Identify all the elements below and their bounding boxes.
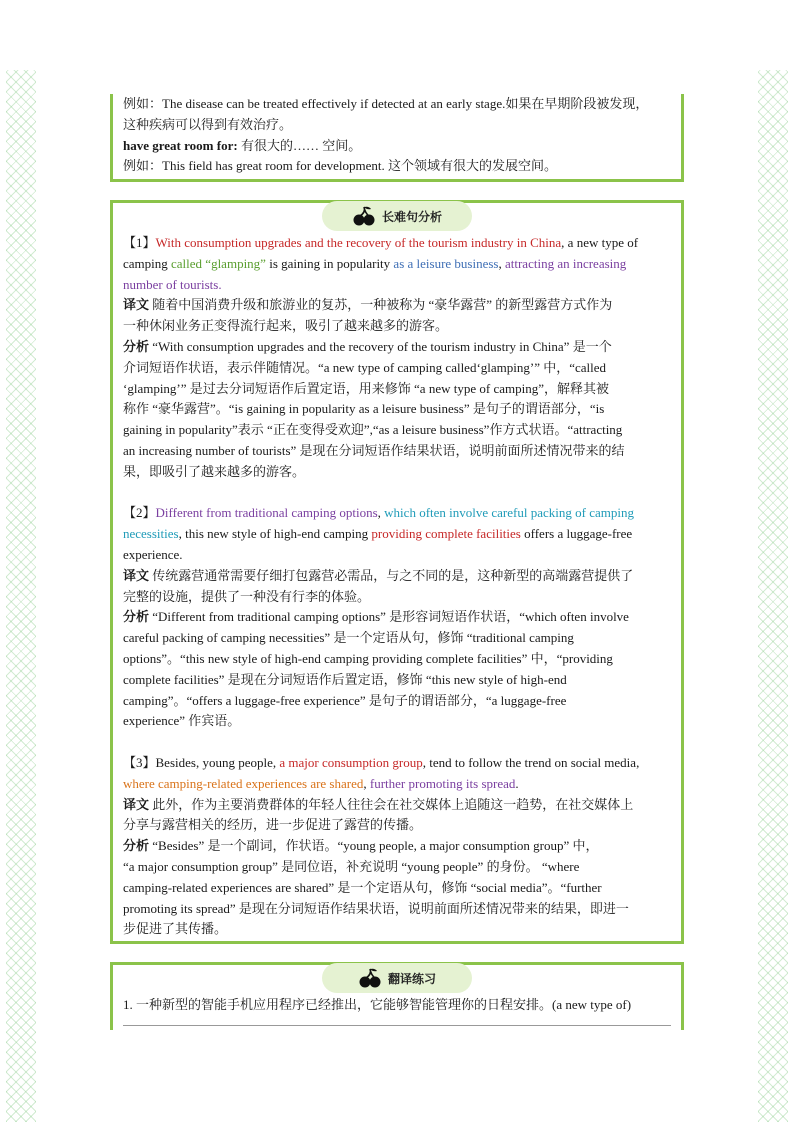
sentence-text: Besides, young people,	[155, 754, 280, 770]
translation-label: 译文	[123, 796, 150, 812]
spacer	[123, 732, 671, 753]
translation-line	[123, 295, 671, 316]
example-line: 例如：The disease can be treated effectively if detected at an early stage.如果在早期阶段被发现，	[123, 96, 649, 111]
spacer	[123, 483, 671, 504]
analysis-text: camping-related experiences are shared” 是一个定语从句，修饰 “social media”。“further	[123, 879, 602, 895]
translation-label: 译文	[123, 567, 150, 583]
sentence-2-line	[123, 524, 671, 545]
sentence-1-line	[123, 275, 671, 296]
analysis-line	[123, 337, 671, 358]
result-adverbial: number of tourists.	[123, 276, 222, 292]
section-badge	[322, 963, 472, 993]
practice-question: 1. 一种新型的智能手机应用程序已经推出，它能够智能管理你的日程安排。(a new type of)	[123, 997, 632, 1012]
relative-clause: which often involve careful packing of camping	[384, 505, 634, 521]
analysis-text: 称作 “豪华露营”。“is gaining in popularity as a leisure business” 是句子的谓语部分，“is	[123, 401, 605, 417]
sentence-text: camping	[123, 255, 172, 271]
sentence-number: 【1】	[123, 235, 156, 250]
translation-practice-box	[110, 962, 684, 1030]
analysis-text: “Besides” 是一个副词，作状语。“young people, a major consumption group” 中，	[149, 838, 599, 854]
sentence-text: ,	[363, 775, 370, 791]
translation-text: 分享与露营相关的经历，进一步促进了露营的传播。	[123, 817, 423, 833]
result-adverbial: attracting an increasing	[504, 255, 627, 271]
sentence-text: ,	[498, 255, 505, 271]
translation-text: 传统露营通常需要仔细打包露营必需品，与之不同的是，这种新型的高端露营提供了	[149, 567, 634, 583]
translation-text: 随着中国消费升级和旅游业的复苏，一种被称为 “豪华露营” 的新型露营方式作为	[149, 297, 613, 313]
sentence-text: offers a luggage-free	[520, 526, 633, 542]
sentence-text: .	[515, 775, 519, 791]
analysis-text: complete facilities” 是现在分词短语作后置定语，修饰 “this new style of high-end	[123, 671, 567, 687]
sentence-analysis-box	[110, 200, 684, 944]
manner-adverbial: as a leisure business	[393, 255, 499, 271]
phrase-line	[123, 136, 671, 157]
translation-line	[123, 566, 671, 587]
sentence-text: , tend to follow the trend on social media,	[422, 754, 640, 770]
analysis-text: careful packing of camping necessities” 是一个定语从句，修饰 “traditional camping	[123, 630, 574, 646]
translation-text: 一种休闲业务正变得流行起来，吸引了越来越多的游客。	[123, 318, 449, 334]
analysis-text: “a major consumption group” 是同位语，补充说明 “young people” 的身份。 “where	[123, 858, 580, 874]
translation-text: 此外，作为主要消费群体的年轻人往往会在社交媒体上追随这一趋势，在社交媒体上	[149, 796, 634, 812]
sentence-text: ,	[377, 505, 385, 521]
sentence-number: 【3】	[123, 754, 156, 770]
analysis-text: experience” 作宾语。	[123, 713, 241, 729]
sentence-text: , a new type of	[561, 235, 639, 250]
section-title: 翻译练习	[387, 971, 436, 986]
section-badge	[322, 201, 472, 231]
sentence-number: 【2】	[123, 505, 156, 521]
analysis-line	[123, 836, 671, 857]
phrase-meaning: 有很大的…… 空间。	[240, 137, 362, 153]
analysis-label: 分析	[123, 609, 150, 625]
analysis-text: 介词短语作状语，表示伴随情况。“a new type of camping called‘glamping’” 中，“called	[123, 359, 607, 375]
sentence-3-line	[123, 753, 671, 774]
answer-blank-line[interactable]	[123, 1025, 671, 1026]
cherry-icon	[358, 967, 382, 989]
analysis-line	[123, 607, 671, 628]
relative-clause: necessities	[123, 526, 179, 542]
attribute-phrase: called “glamping”	[171, 255, 266, 271]
sentence-2-line	[123, 503, 671, 524]
result-adverbial: further promoting its spread	[369, 775, 516, 791]
example-line: 这种疾病可以得到有效治疗。	[123, 116, 293, 132]
adjective-phrase: Different from traditional camping options	[155, 505, 378, 521]
analysis-text: 果，即吸引了越来越多的游客。	[123, 463, 306, 479]
sentence-1-line	[123, 233, 671, 254]
sentence-text: is gaining in popularity	[265, 255, 394, 271]
analysis-text: ‘glamping’” 是过去分词短语作后置定语，用来修饰 “a new type of camping”，解释其被	[123, 380, 609, 396]
translation-label: 译文	[123, 297, 150, 313]
analysis-text: options”。“this new style of high-end camping providing complete facilities” 中，“providing	[123, 650, 613, 666]
appositive: a major consumption group	[279, 754, 423, 770]
left-border-pattern	[6, 70, 36, 1122]
analysis-text: promoting its spread” 是现在分词短语作结果状语，说明前面所述情况带来的结果，即进一	[123, 900, 629, 916]
analysis-text: “Different from traditional camping options” 是形容词短语作状语，“which often involve	[149, 609, 629, 625]
analysis-label: 分析	[123, 338, 150, 354]
translation-text: 完整的设施，提供了一种没有行李的体验。	[123, 588, 371, 604]
phrase-term: have great room for:	[123, 137, 238, 153]
analysis-text: 步促进了其传播。	[123, 921, 228, 937]
analysis-text: an increasing number of tourists” 是现在分词短语作结果状语，说明前面所述情况带来的结	[123, 442, 625, 458]
vocab-box	[110, 94, 684, 182]
analysis-text: “With consumption upgrades and the recovery of the tourism industry in China” 是一个	[149, 338, 612, 354]
adverbial-phrase: With consumption upgrades and the recovery of the tourism industry in China	[155, 235, 562, 250]
example-line: 例如：This field has great room for development. 这个领域有很大的发展空间。	[123, 158, 557, 174]
analysis-text: camping”。“offers a luggage-free experience” 是句子的谓语部分，“a luggage-free	[123, 692, 567, 708]
relative-clause: where camping-related experiences are shared	[123, 775, 364, 791]
analysis-text: gaining in popularity”表示 “正在变得受欢迎”,“as a leisure business”作方式状语。“attracting	[123, 422, 623, 438]
sentence-text: experience.	[123, 546, 183, 562]
analysis-label: 分析	[123, 838, 150, 854]
section-title: 长难句分析	[381, 209, 442, 224]
sentence-3-line	[123, 774, 671, 795]
translation-line	[123, 795, 671, 816]
sentence-text: , this new style of high-end camping	[178, 526, 372, 542]
cherry-icon	[352, 205, 376, 227]
sentence-1-line	[123, 254, 671, 275]
participle-phrase: providing complete facilities	[371, 526, 521, 542]
right-border-pattern	[758, 70, 788, 1122]
